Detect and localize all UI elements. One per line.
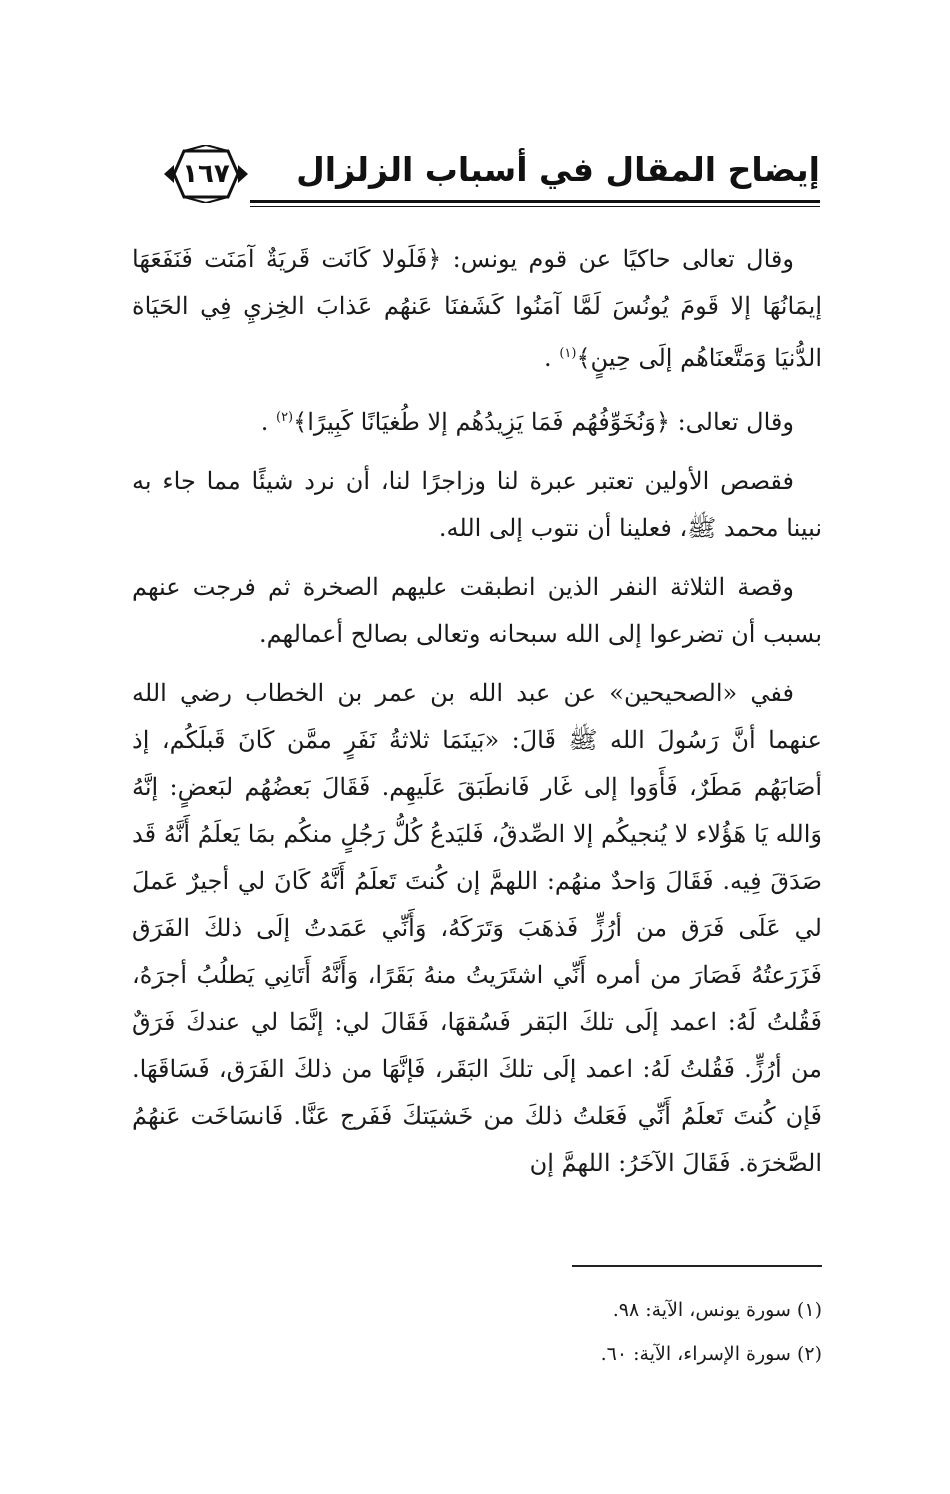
paragraph-5: ففي «الصحيحين» عن عبد الله بن عمر بن الخطاب رضي الله عنهما أنَّ رَسُولَ الله ﷺ قَالَ: «بَينَمَا ثلاثةُ نَفَرٍ ممَّن كَانَ قَبلَكُم، إذ أصَابَهُم مَطَرٌ، فَأَوَوا إلى غَار فَانطَبَقَ عَلَيهِم. فَقَالَ بَعضُهُم لبَعضٍ: إنَّهُ وَالله يَا هَؤُلاء لا يُنجيكُم إلا الصِّدقُ، فَليَدعُ كُلُّ رَجُلٍ منكُم بمَا يَعلَمُ أَنَّهُ قَد صَدَقَ فِيه. فَقَالَ وَاحدٌ منهُم: اللهمَّ إن كُنتَ تَعلَمُ أَنَّهُ كَانَ لي أجيرٌ عَملَ لي عَلَى فَرَق من أرُزٍّ فَذهَبَ وَتَرَكَهُ، وَأَنِّي عَمَدتُ إلَى ذلكَ الفَرَق فَزَرَعتُهُ فَصَارَ من أمره أَنِّي اشتَرَيتُ منهُ بَقَرًا، وَأَنَّهُ أَتَانِي يَطلُبُ أجرَهُ، فَقُلتُ لَهُ: اعمد إلَى تلكَ البَقر فَسُقهَا، فَقَالَ لي: إنَّمَا لي عندكَ فَرَقٌ من أرُزٍّ. فَقُلتُ لَهُ: اعمد إلَى تلكَ البَقَر، فَإنَّهَا من ذلكَ الفَرَق، فَسَاقَهَا. فَإن كُنتَ تَعلَمُ أَنِّي فَعَلتُ ذلكَ من خَشيَتكَ فَفَرج عَنَّا. فَانسَاخَت عَنهُمُ الصَّخرَة. فَقَالَ الآخَرُ: اللهمَّ إن (132, 679, 822, 1177)
header-rule (250, 200, 820, 203)
paragraph-2-end: . (260, 408, 276, 436)
footnote-2: (٢) سورة الإسراء، الآية: ٦٠. (600, 1343, 822, 1365)
page-number-badge (160, 145, 252, 203)
paragraph-1-end: . (544, 344, 560, 372)
footnote-ref-1: (١) (559, 346, 577, 361)
header-rule-thin (250, 206, 820, 207)
page-header (160, 140, 820, 210)
paragraph-2 (132, 394, 822, 446)
footnote-1: (١) سورة يونس، الآية: ٩٨. (612, 1299, 822, 1321)
paragraph-3: فقصص الأولين تعتبر عبرة لنا وزاجرًا لنا، أن نرد شيئًا مما جاء به نبينا محمد ﷺ، فعلينا أن نتوب إلى الله. (132, 467, 822, 542)
footnotes (422, 1288, 822, 1376)
running-title: إيضاح المقال في أسباب الزلزال (296, 150, 820, 189)
footnote-ref-2: (٢) (275, 410, 294, 425)
paragraph-1-text: وقال تعالى حاكيًا عن قوم يونس: ﴿فَلَولا كَانَت قَريَةٌ آمَنَت فَنَفَعَهَا إيمَانُهَا إلا قَومَ يُونُسَ لَمَّا آمَنُوا كَشَفنَا عَنهُم عَذابَ الخِزيِ فِي الحَيَاة الدُّنيَا وَمَتَّعنَاهُم إلَى حِينٍ﴾ (132, 245, 822, 372)
page-number: ١٦٧ (182, 159, 230, 189)
paragraph-4: وقصة الثلاثة النفر الذين انطبقت عليهم الصخرة ثم فرجت عنهم بسبب أن تضرعوا إلى الله سبحانه وتعالى بصالح أعمالهم. (132, 573, 822, 648)
paragraph-1 (132, 236, 822, 382)
body-text (132, 236, 822, 1195)
paragraph-2-text: وقال تعالى: ﴿وَنُخَوِّفُهُم فَمَا يَزِيدُهُم إلا طُغيَانًا كَبِيرًا﴾ (293, 408, 794, 436)
footnote-separator (572, 1265, 822, 1267)
